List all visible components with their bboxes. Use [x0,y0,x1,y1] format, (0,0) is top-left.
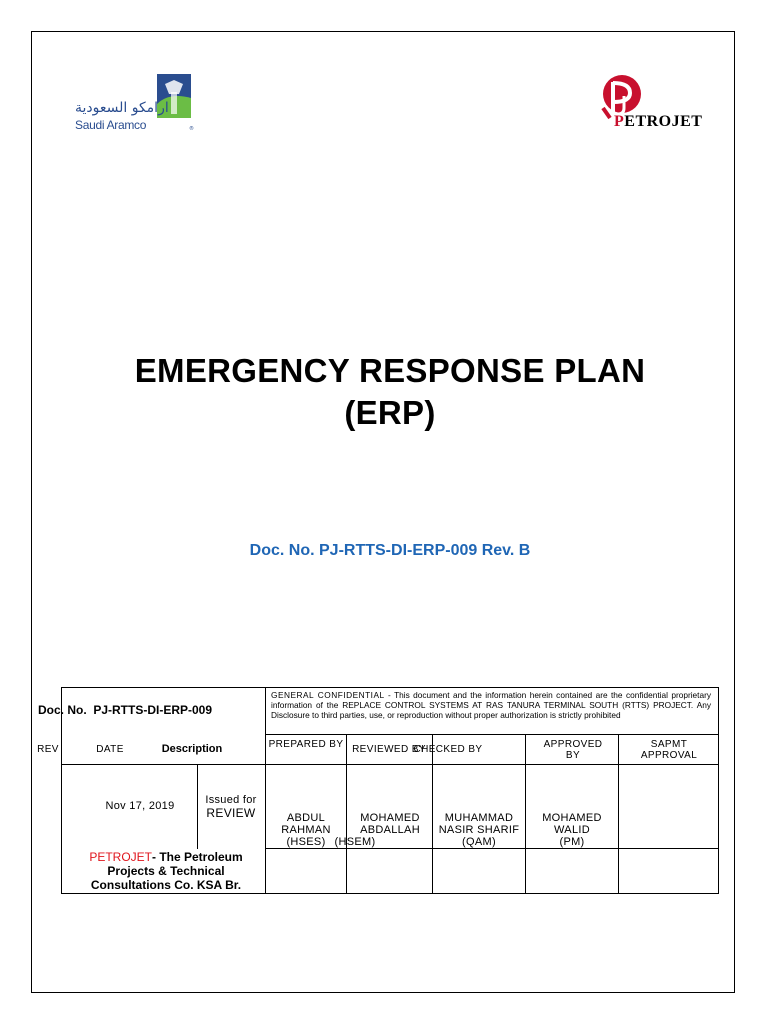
header-date: DATE [96,744,124,755]
aramco-arabic-name: ارامكو السعودية [75,100,169,116]
petrojet-wordmark-p: P [614,113,625,130]
approved-name-1: MOHAMED [542,812,602,824]
reviewed-name-2: ABDALLAH [360,824,420,836]
header-description: Description [161,743,223,755]
petrojet-logo [598,72,708,134]
footer-company-name [68,850,264,892]
checked-role: (QAM) [462,836,496,848]
confidentiality-notice [271,690,711,720]
prepared-name-1: ABDUL [286,812,326,824]
aramco-latin-name: Saudi Aramco [75,118,147,132]
row-description-line-2: REVIEW [206,806,256,820]
svg-text:®: ® [189,126,194,132]
footer-company-text: - The Petroleum Projects & Technical Consultations Co. KSA Br. [90,850,243,892]
document-title-line-1: EMERGENCY RESPONSE PLAN [134,352,646,389]
confidential-text: - This document and the information herein contained are the confidential proprietary information of the REPLACE CONTROL SYSTEMS AT RAS TANURA TERMINAL SOUTH (RTTS) PROJECT. Any Disclosure to third parties, use, or reproduction without proper authorization is strictly prohibited [271,690,712,720]
document-number-heading: Doc. No. PJ-RTTS-DI-ERP-009 Rev. B [249,542,531,559]
doc-no-value: PJ-RTTS-DI-ERP-009 [93,703,213,717]
row-date: Nov 17, 2019 [105,800,175,812]
footer-company-brand: PETROJET [89,850,152,864]
doc-no-label: Doc. No. [38,703,87,717]
reviewed-role: (HSEM) [334,836,376,848]
prepared-name-2: RAHMAN [281,824,331,836]
checked-name-2: NASIR SHARIF [438,824,520,836]
petrojet-wordmark-rest: ETROJET [624,113,703,130]
header-prepared-by: PREPARED BY [268,739,344,750]
header-sapmt-approval: SAPMT APPROVAL [640,739,698,761]
reviewed-name-1: MOHAMED [360,812,420,824]
table-doc-number [38,703,212,717]
confidential-label: GENERAL CONFIDENTIAL [271,690,385,700]
prepared-role: (HSES) [286,836,326,848]
row-description-line-1: Issued for [205,794,257,806]
saudi-aramco-logo [75,74,195,134]
approved-name-2: WALID [554,824,590,836]
header-checked-by: CHECKED BY [413,744,483,755]
petrojet-wordmark [614,113,702,131]
header-reviewed-by: REVIEWED BY [352,744,426,755]
header-approved-by: APPROVED BY [543,739,603,761]
checked-name-1: MUHAMMAD [444,812,514,824]
header-rev: REV [37,744,59,755]
approved-role: (PM) [559,836,585,848]
document-title-line-2: (ERP) [344,394,436,431]
